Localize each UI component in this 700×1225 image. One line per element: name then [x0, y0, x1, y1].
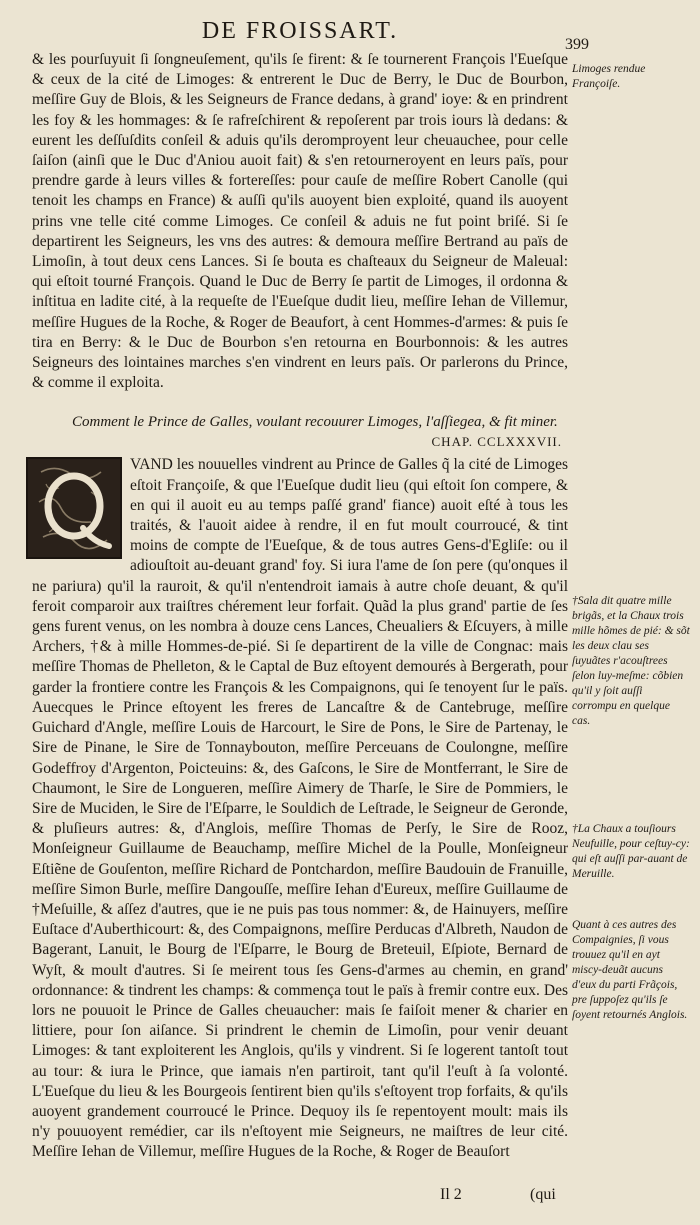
signature-mark: Il 2 — [440, 1186, 462, 1203]
paragraph-2: VAND les nouuelles vindrent au Prince de Galles q̃ la cité de Limoges eſtoit Françoiſe, & que l'Eueſque dudit lieu (qui eſtoit ſon compere, & en qui il auoit eu au temps paſſé grand' fiance) auoit eſté à tous les traités, & l'auoit aidee à rendre, il en fut moult courroucé, & tint moins de compte de l'Eueſque, & de tous autres Gens-d'Egliſe: ou il adiouſtoit au-deuant grand' foy. Si iura l'ame de ſon pere (qu'onques il ne pariura) qu'il la rauroit, & qu'il n'entendroit iamais à autre choſe deuant, & qu'il feroit comparoir aux traiſtres chérement leur forfait. Quãd la plus grand' partie de ſes gens furent venus, on les nombra à douze cens Lances, Cheualiers & Eſcuyers, à mille Archers, †& à mille Hommes-de-pié. Si ſe departirent de la ville de Congnac: mais meſſire Thomas de Phelleton, & le Captal de Buz eſtoyent demourés à Bergerath, pour garder la frontiere contre les François & les Compaignons, qui ſe tenoyent ſur le païs. Auecques le Prince eſtoyent les freres de Lancaſtre & de Cantebruge, meſſire Guichard d'Angle, meſſire Louis de Harcourt, le Sire de Pons, le Sire de Partenay, le Sire de Pinane, le Sire de Tonnaybouton, meſſire Perceuans de Coulongne, meſſire Godeffroy d'Argenton, Poicteuins: &, des Gaſcons, le Sire de Montferrant, le Sire de Chaumont, le Sire de Longueren, meſſire Aimery de Tharſe, le Sire de Pommiers, le Sire de Muciden, le Sire de l'Eſparre, le Souldich de Leſtrade, le Seigneur de Geronde, & pluſieurs autres: &, d'Anglois, meſſire Thomas de Perſy, le Sire de Rooz, Monſeigneur Guillaume de Beauchamp, meſſire Michel de la Poulle, Monſeigneur Eſtiẽne de Gouſenton, meſſire Richard de Pontchardon, meſſire Baudouin de Franuille, meſſire Simon Burle, meſſire Dangouſſe, meſſire Iehan d'Eureux, meſſire Guillaume de †Meſuille, & aſſez d'autres, que ie ne puis pas tous nommer: &, de Hainuyers, meſſire Euſtace d'Auberthicourt: &, des Compaignons, meſſire Perducas d'Albreth, Naudon de Bagerant, Lanuit, le Bourg de l'Eſparre, le Bourg de Breteuil, Eſpiote, Bernard de Wyſt, & moult d'autres. Si ſe meirent tous ſes Gens-d'armes au chemin, en grand' ordonnance: & tindrent les champs: & commença tout le païs à fremir contre eux. Des lors ne pouuoit le Prince de Galles cheuaucher: mais ſe faiſoit mener & charier en littiere, pour ſon aiſance. Si prindrent le chemin de Limoſin, pour venir deuant Limoges: & tant exploiterent les Anglois, qu'ils y vindrent. Si ſe logerent tantoſt tout au tour: & iura le Prince, que iamais n'en partiroit, tant qu'il l'euſt à ſa volonté. L'Eueſque du lieu & les Bourgeois ſentirent bien qu'ils s'eſtoyent trop forfaits, & qu'ils auoyent grandement courroucé le Prince. Dequoy ils ſe repentoyent moult: mais ils n'y pouuoyent remédier, car ils n'eſtoyent mie Seigneurs, ne maiſtres de leur cité. Meſſire Iehan de Villemur, meſſire Hugues de la Roche, & Roger de Beauſort — [32, 456, 568, 1161]
margin-note-3: †La Chaux a touſiours Neufuille, pour ceſtuy-cy: qui eſt auſſi par-auant de Meruille. — [572, 823, 690, 880]
catchword: (qui — [530, 1186, 556, 1203]
margin-note-4: Quant à ces autres des Compaignies, ſi vous trouuez qu'il en ayt miscy-deuãt aucuns d'eux du parti Frãçois, pre ſuppoſez qu'ils ſe ſoyent retournés Anglois. — [572, 919, 688, 1021]
chapter-title: Comment le Prince de Galles, voulant recouurer Limoges, l'aſſiegea, & fit miner. — [72, 414, 558, 431]
page-footer — [0, 1186, 700, 1206]
decorated-initial — [26, 457, 122, 559]
chapter-heading — [32, 413, 568, 451]
decorated-initial-q-icon — [31, 462, 117, 554]
margin-note-1: Limoges rendue Françoiſe. — [572, 63, 646, 90]
chapter-body — [32, 455, 568, 1162]
main-text-column — [32, 50, 568, 1163]
chapter-number: CHAP. CCLXXXVII. — [431, 434, 562, 450]
page-number: 399 — [565, 36, 589, 53]
margin-note-2: †Sala dit quatre mille brigãs, et la Chaux trois mille hõmes de pié: & sõt les deux clau ses ſuyuãtes r'acouſtrees ſelon luy-meſme: cõbien qu'il y ſoit auſſi corrompu en quelque cas. — [572, 595, 690, 727]
running-title: DE FROISSART. — [201, 18, 399, 44]
paragraph-1: & les pourſuyuit ſi ſongneuſement, qu'ils ſe firent: & ſe tournerent François l'Eueſque & ceux de la cité de Limoges: & entrerent le Duc de Berry, le Duc de Bourbon, meſſire Guy de Blois, & les Seigneurs de France dedans, à grand' ioye: & en prindrent les foy & les hommages: & ſe rafreſchirent & repoſerent par trois iours là dedans: & eurent les deſſuſdits conſeil & aduis qu'ils deromproyent leur cheuauchee, pour celle ſaiſon (ainſi que le Duc d'Aniou auoit fait) & s'en retourneroyent en leurs païs, pour prendre garde à leurs villes & fortereſſes: pour cauſe de meſſire Robert Canolle (qui tenoit les champs en France) & auſſi qu'ils auoyent bien exploité, quand ils auoyent prins vne telle cité comme Limoges. Ce conſeil & aduis ne fut point briſé. Si ſe departirent les Seigneurs, les vns des autres: & demoura meſſire Bertrand au païs de Limoſin, à tout deux cens Lances. Si ſe bouta es chaſteaux du Seigneur de Maleual: qui eſtoit tourné François. Quand le Duc de Berry ſe partit de Limoges, il ordonna & inſtitua en ladite cité, à la requeſte de l'Eueſque dudit lieu, meſſire Iehan de Villemur, meſſire Hugues de la Roche, & Roger de Beaufort, à cent Hommes-d'armes: & puis ſe tira en Berry: & le Duc de Bourbon s'en retourna en Bourbonnois: & les autres Seigneurs des lointaines marches s'en vindrent en leurs païs. Or parlerons du Prince, & comme il exploita. — [32, 51, 568, 392]
